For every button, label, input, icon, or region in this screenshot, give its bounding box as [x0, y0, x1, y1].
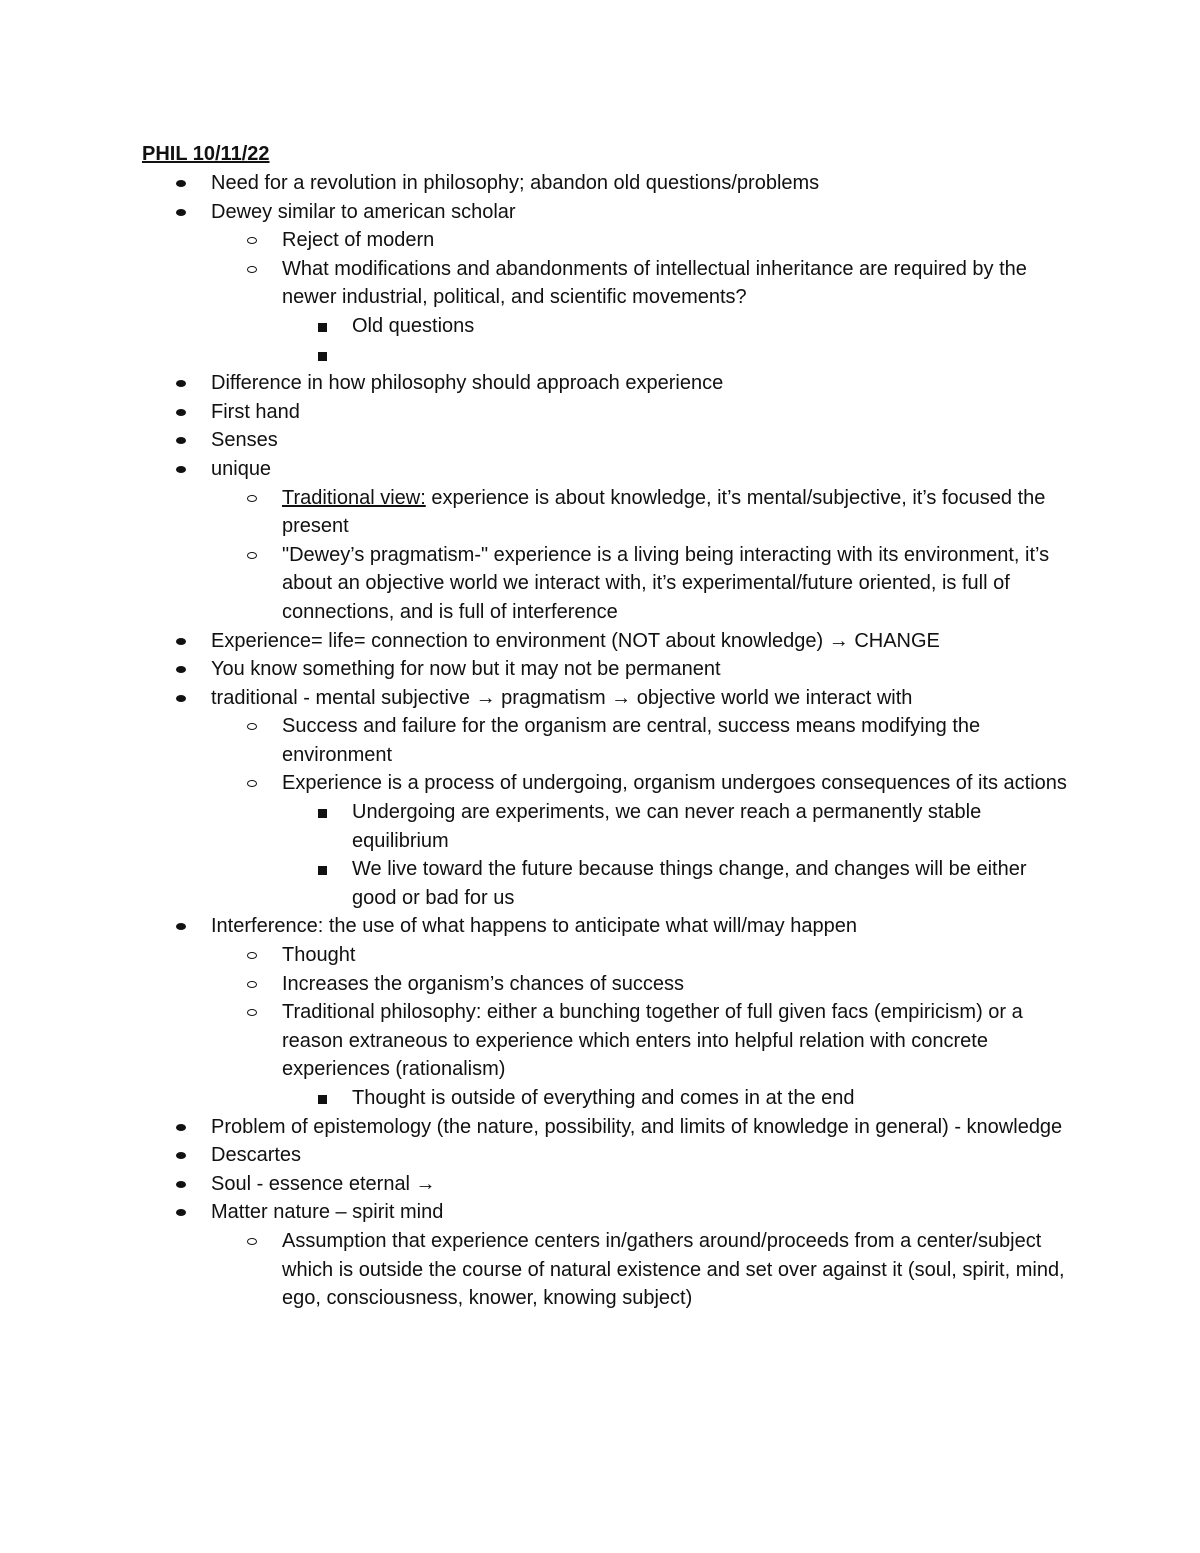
list-item	[0, 912, 1200, 941]
item-text: We live toward the future because things change, and changes will be either good or bad for us	[352, 858, 1027, 909]
item-text: Descartes	[211, 1144, 302, 1167]
item-text: You know something for now but it may not be permanent	[211, 658, 721, 681]
item-text	[352, 341, 1072, 370]
item-text: Assumption that experience centers in/gathers around/proceeds from a center/subject which is outside the course of natural existence and set over against it (soul, spirit, mind, ego, consciousness, knower, knowing subject)	[282, 1229, 1065, 1310]
list-item	[0, 627, 1200, 656]
list-item	[0, 455, 1200, 484]
item-text: Thought	[282, 944, 356, 967]
list-item	[0, 1113, 1200, 1142]
list-item	[0, 855, 1200, 912]
item-text: Thought is outside of everything and comes in at the end	[352, 1087, 855, 1109]
list-item	[0, 798, 1200, 855]
item-text: Undergoing are experiments, we can never reach a permanently stable equilibrium	[352, 801, 982, 852]
list-item	[0, 941, 1200, 970]
item-text: Traditional philosophy: either a bunching together of full given facs (empiricism) or a reason extraneous to experience which enters into helpful relation with concrete experiences (rationalism)	[282, 1001, 1023, 1081]
list-item	[0, 541, 1200, 627]
list-item	[0, 1141, 1200, 1170]
list-item	[0, 198, 1200, 227]
item-text: unique	[211, 457, 272, 480]
item-text: Success and failure for the organism are central, success means modifying the environment	[282, 715, 981, 766]
list-item	[0, 1227, 1200, 1313]
item-text: First hand	[211, 400, 300, 423]
list-item	[0, 226, 1200, 255]
notes-list	[0, 169, 1200, 1313]
item-text: Senses	[211, 429, 278, 452]
item-text: Need for a revolution in philosophy; abandon old questions/problems	[211, 172, 820, 194]
underlined-lead: Traditional view:	[282, 486, 426, 509]
item-text: Dewey similar to american scholar	[211, 200, 516, 223]
item-text: Experience is a process of undergoing, organism undergoes consequences of its actions	[282, 772, 1067, 795]
item-text: What modifications and abandonments of intellectual inheritance are required by the newer industrial, political, and scientific movements?	[282, 257, 1027, 309]
list-item	[0, 684, 1200, 713]
item-text	[282, 484, 1072, 541]
list-item-empty	[0, 341, 1200, 370]
item-text: Difference in how philosophy should approach experience	[211, 372, 724, 395]
list-item	[0, 312, 1200, 341]
list-item	[0, 998, 1200, 1084]
item-text: "Dewey’s pragmatism-" experience is a living being interacting with its environment, it’s about an objective world we interact with, it’s experimental/future oriented, is full of connections, and is full of interference	[282, 543, 1050, 623]
list-item	[0, 169, 1200, 198]
list-item	[0, 255, 1200, 312]
item-text: Increases the organism’s chances of success	[282, 972, 685, 995]
list-item	[0, 1084, 1200, 1113]
item-text: traditional - mental subjective → pragmatism → objective world we interact with	[211, 686, 913, 709]
list-item	[0, 398, 1200, 427]
list-item	[0, 970, 1200, 999]
item-text: Old questions	[352, 314, 475, 337]
item-text: Matter nature – spirit mind	[211, 1201, 444, 1224]
list-item	[0, 1198, 1200, 1227]
item-text-rest: experience is about knowledge, it’s mental/subjective, it’s focused the present	[282, 486, 1046, 538]
item-text: Soul - essence eternal →	[211, 1172, 436, 1195]
item-text: Interference: the use of what happens to anticipate what will/may happen	[211, 915, 857, 938]
page-title: PHIL 10/11/22	[142, 143, 270, 165]
item-text: Problem of epistemology (the nature, possibility, and limits of knowledge in general) - knowledge	[211, 1115, 1063, 1138]
item-text: Experience= life= connection to environment (NOT about knowledge) → CHANGE	[211, 629, 940, 652]
list-item	[0, 1170, 1200, 1199]
list-item	[0, 369, 1200, 398]
list-item	[0, 426, 1200, 455]
list-item	[0, 712, 1200, 769]
list-item	[0, 484, 1200, 541]
list-item	[0, 655, 1200, 684]
list-item	[0, 769, 1200, 798]
item-text: Reject of modern	[282, 229, 435, 252]
